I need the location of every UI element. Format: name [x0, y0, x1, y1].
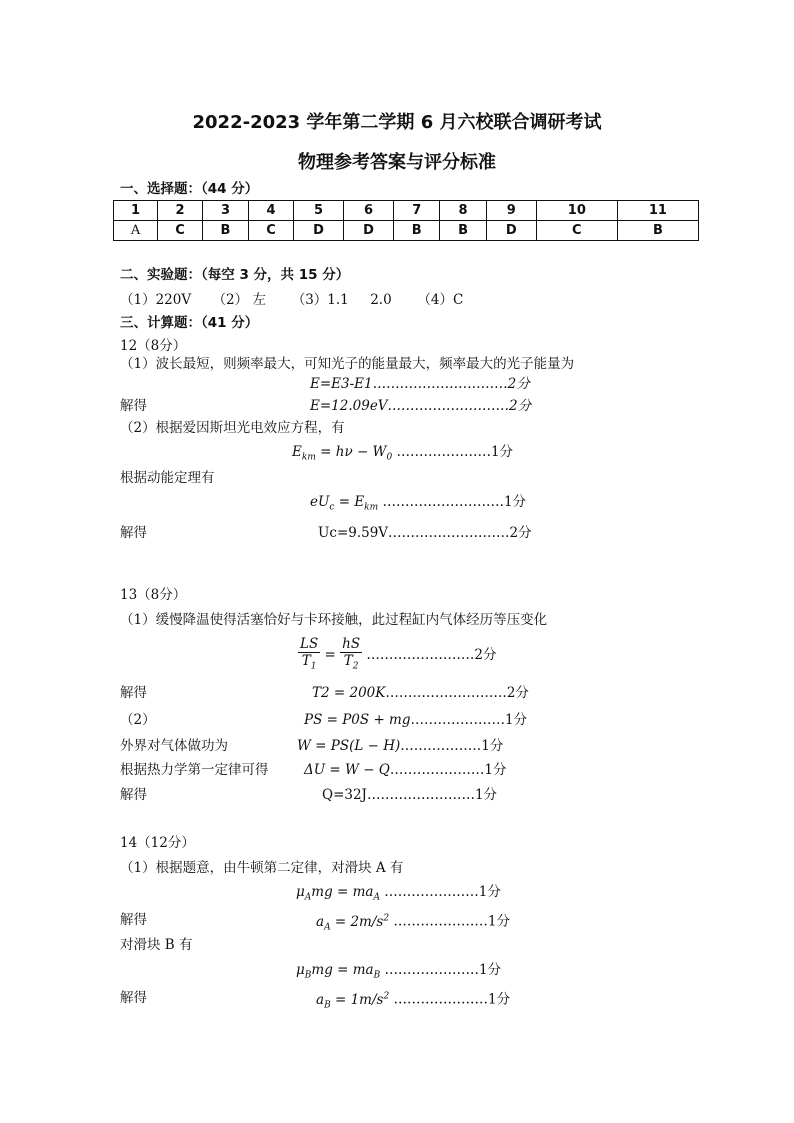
q14-accel-b: $a_B = 1m/s^2$ [316, 991, 390, 1011]
q13-equation-6: Q=32J……………………1分 [322, 787, 498, 803]
question-number: 11 [617, 201, 698, 221]
answer-cell: C [249, 221, 294, 241]
q14-part2-text: 对滑块 B 有 [120, 937, 193, 953]
question-number: 3 [202, 201, 248, 221]
q14-equation-2 [316, 909, 510, 936]
page-subtitle: 物理参考答案与评分标准 [298, 152, 496, 173]
q13-solve-label-2: 解得 [120, 787, 147, 803]
q13-law-label: 根据热力学第一定律可得 [120, 762, 269, 778]
question-number: 5 [293, 201, 343, 221]
q13-equation-2 [312, 684, 529, 702]
q13-work-label: 外界对气体做功为 [120, 738, 228, 754]
q13-force-balance: PS = P0S + mg [304, 712, 411, 728]
q12-photoelectric-formula: $E_{km} = h\nu - W_0$ [292, 444, 393, 463]
q14-solve-label-1: 解得 [120, 912, 147, 928]
q13-part2-label: （2） [120, 712, 156, 728]
answer-cell: B [617, 221, 698, 241]
q14-equation-4 [316, 987, 510, 1014]
answer-cell: B [440, 221, 486, 241]
q12-equation-1: E=E3-E1…………………………2分 [310, 376, 530, 392]
q14-score-3: …………………1分 [384, 962, 502, 978]
q14-part1-text: （1）根据题意，由牛顿第二定律，对滑块 A 有 [120, 860, 404, 876]
section2-heading: 二、实验题：（每空 3 分，共 15 分） [120, 267, 350, 283]
answer-cell: B [202, 221, 248, 241]
page-title: 2022-2023 学年第二学期 6 月六校联合调研考试 [192, 112, 602, 133]
q13-score-3: …………………1分 [410, 712, 528, 728]
section2-answers: （1）220V （2） 左 （3）1.1 2.0 （4）C [120, 292, 464, 308]
q14-newton-b: $\mu_Bmg = ma_B$ [296, 962, 381, 981]
q13-work-formula: W = PS(L − H) [297, 738, 401, 754]
q14-equation-3 [296, 961, 501, 985]
q13-equation-1 [298, 636, 496, 675]
q12-kinetic-formula: $eU_c = E_{km}$ [310, 494, 379, 513]
q13-score-2: ………………………2分 [385, 685, 529, 701]
q14-accel-a: $a_A = 2m/s^2$ [316, 913, 390, 933]
q13-equation-4 [297, 737, 503, 755]
question-number: 4 [249, 201, 294, 221]
q13-header: 13（8分） [120, 587, 187, 603]
question-number: 9 [486, 201, 536, 221]
q12-score-4: ………………………1分 [382, 494, 527, 510]
q12-part1-text: （1）波长最短，则频率最大，可知光子的能量最大，频率最大的光子能量为 [120, 356, 575, 372]
q13-part1-text: （1）缓慢降温使得活塞恰好与卡环接触，此过程缸内气体经历等压变化 [120, 612, 548, 628]
q12-solve-label-2: 解得 [120, 525, 147, 541]
q12-equation-4 [310, 493, 526, 517]
question-number: 6 [344, 201, 394, 221]
q12-part2-text: （2）根据爱因斯坦光电效应方程，有 [120, 420, 345, 436]
q13-first-law-formula: ΔU = W − Q [304, 762, 390, 778]
question-number: 2 [158, 201, 203, 221]
section1-heading: 一、选择题：（44 分） [120, 181, 259, 197]
answer-cell: C [158, 221, 203, 241]
q14-newton-a: $\mu_Amg = ma_A$ [296, 884, 380, 903]
answer-cell: D [344, 221, 394, 241]
answer-table [113, 200, 699, 241]
question-number: 1 [114, 201, 158, 221]
q13-fraction-right: $\frac{hS}{T_2}$ [342, 636, 361, 672]
q12-solve-label-1: 解得 [120, 398, 147, 414]
answer-cell: C [536, 221, 617, 241]
q14-equation-1 [296, 883, 501, 907]
q12-equation-3 [292, 443, 513, 467]
q13-equation-5 [304, 761, 506, 779]
answer-table-answer-row [114, 221, 699, 241]
q13-fraction-left: $\frac{LS}{T_1}$ [300, 636, 319, 672]
q12-equation-5: Uc=9.59V………………………2分 [318, 525, 532, 541]
q13-temp-result: T2 = 200K [312, 685, 386, 701]
q14-solve-label-2: 解得 [120, 990, 147, 1006]
q14-score-4: …………………1分 [393, 991, 511, 1008]
question-number: 8 [440, 201, 486, 221]
section3-heading: 三、计算题：（41 分） [120, 315, 259, 331]
answer-cell: D [486, 221, 536, 241]
q13-score-1: ……………………2分 [366, 646, 497, 663]
q13-equals: = [324, 646, 341, 663]
q14-header: 14（12分） [120, 835, 195, 851]
q13-score-5: …………………1分 [389, 762, 507, 778]
answer-cell: B [394, 221, 440, 241]
answer-table-number-row [114, 201, 699, 221]
q12-equation-2: E=12.09eV………………………2分 [310, 398, 532, 414]
question-number: 10 [536, 201, 617, 221]
q14-score-1: …………………1分 [384, 884, 501, 900]
q13-equation-3 [304, 711, 527, 729]
answer-cell: A [114, 221, 158, 241]
q13-score-4: ………………1分 [400, 738, 504, 754]
q13-solve-label-1: 解得 [120, 685, 147, 701]
question-number: 7 [394, 201, 440, 221]
q14-score-2: …………………1分 [393, 913, 510, 930]
q12-part3-text: 根据动能定理有 [120, 470, 215, 486]
q12-score-3: …………………1分 [396, 444, 514, 460]
q12-header: 12（8分） [120, 338, 187, 354]
answer-cell: D [293, 221, 343, 241]
